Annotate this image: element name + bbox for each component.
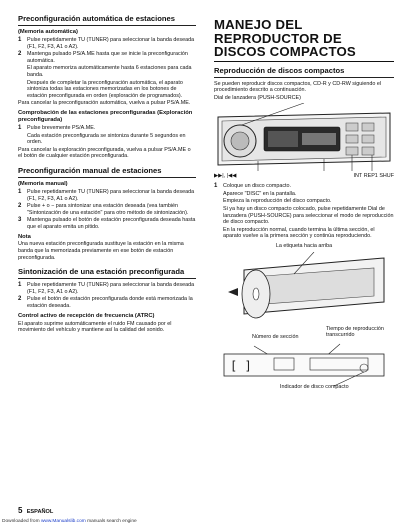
subtitle-manual-memory: (Memoria manual)	[18, 180, 68, 187]
cd-step-1-detail-1: Aparece "DISC" en la pantalla.	[223, 190, 297, 197]
label-side-caption: La etiqueta hacia arriba	[275, 243, 333, 250]
check-cancel-note: Para cancelar la exploración preconfigurada, vuelva a pulsar PS/A.ME o el botón de cualquier estación preconfigurada.	[18, 146, 191, 160]
left-column	[18, 14, 196, 335]
disc-insert-illustration	[214, 252, 394, 330]
manual-step-3: 3 Mantenga pulsado el botón de estación preconfigurada deseada hasta que el aparato emita un pitido.	[18, 217, 196, 230]
cancel-note: Para cancelar la preconfiguración automática, vuelva a pulsar PS/A.ME.	[18, 100, 191, 107]
manual-step-2: 2 Pulse + o − para sintonizar una estación deseada (vea también "Sintonización de una estación" para otro método de sintonización).	[18, 203, 189, 216]
cd-step-1-detail-4: En la reproducción normal, cuando termina la última sección, el aparato vuelve a la primera sección y continúa reproduciendo.	[223, 226, 375, 240]
section-title-manual-preset: Preconfiguración manual de estaciones	[18, 166, 196, 178]
shuf-label: SHUF	[379, 173, 394, 180]
download-watermark: Downloaded from www.Manualslib.com manuals search engine	[2, 519, 137, 524]
check-step-1-detail: Cada estación preconfigurada se sintoniza durante 5 segundos en orden.	[27, 132, 186, 146]
dial-label: Dial de lanzadera (PUSH-SOURCE)	[214, 94, 301, 101]
int-label: INT	[353, 173, 363, 180]
step-1: 1 Pulse repetidamente TU (TUNER) para seleccionar la banda deseada (F1, F2, F3, A1 o A2).	[18, 37, 195, 50]
page-title: MANEJO DEL REPRODUCTOR DE DISCOS COMPACTOS	[214, 18, 394, 62]
head-unit-drawing	[214, 103, 394, 171]
step-2: 2 Mantenga pulsado PS/A.ME hasta que se inicie la preconfiguración automática.	[18, 51, 188, 64]
language-label: ESPAÑOL	[26, 509, 54, 515]
skip-buttons-label: ▶▶|, |◀◀	[214, 173, 237, 180]
display-drawing	[214, 332, 394, 392]
cd-indicator-label: Indicador de disco compacto	[280, 383, 349, 390]
insert-arrow-icon	[228, 288, 238, 296]
svg-text:[ ]: [ ]	[230, 358, 252, 373]
cd-step-1-detail-2: Empieza la reproducción del disco compacto.	[223, 198, 332, 205]
page-number: 5	[18, 506, 23, 515]
note-text: Una nueva estación preconfigurada sustituye la estación en la misma banda que la memorizada previamente en ese botón de estación preconfigurada.	[18, 241, 184, 261]
atrc-text: El aparato suprime automáticamente el ruido FM causado por el movimiento del vehículo y mantiene así la calidad del sonido.	[18, 320, 172, 334]
section-title-tune-preset: Sintonización de una estación preconfigurada	[18, 267, 196, 279]
head-unit-illustration	[214, 103, 394, 171]
section-title-auto-preset: Preconfiguración automática de estaciones	[18, 14, 196, 26]
display-illustration	[214, 325, 394, 392]
cd-step-1-detail-3: Si ya hay un disco compacto colocado, pulse repetidamente Dial de lanzadera (PUSH-SOURCE) para seleccionar el modo de reproducción de disco compacto.	[223, 206, 394, 226]
elapsed-time-label: Tiempo de reproducción transcurrido	[326, 325, 384, 339]
subtitle-auto-memory: (Memoria automática)	[18, 29, 78, 35]
section-title-cd-playback: Reproducción de discos compactos	[214, 66, 394, 78]
check-preset-title: Comprobación de las estaciones preconfiguradas (Exploración preconfigurada)	[18, 109, 193, 123]
step-2-detail: El aparato memoriza automáticamente hasta 6 estaciones para cada banda.	[27, 65, 192, 78]
tune-step-2: 2 Pulse el botón de estación preconfigurada donde está memorizada la estación deseada.	[18, 296, 193, 310]
intro-text: Se pueden reproducir discos compactos, CD-R y CD-RW siguiendo el procedimiento descrito a continuación.	[214, 80, 382, 94]
manual-step-1: 1 Pulse repetidamente TU (TUNER) para seleccionar la banda deseada (F1, F2, F3, A1 o A2).	[18, 188, 195, 202]
right-column	[214, 14, 394, 392]
section-number-label: Número de sección	[252, 333, 299, 340]
note-title: Nota	[18, 234, 31, 241]
manualslib-link[interactable]: www.Manualslib.com	[40, 519, 86, 524]
tune-step-1: 1 Pulse repetidamente TU (TUNER) para seleccionar la banda deseada (F1, F2, F3, A1 o A2).	[18, 282, 195, 295]
check-step-1: 1 Pulse brevemente PS/A.ME.	[18, 124, 96, 131]
cd-step-1: 1 Coloque un disco compacto.	[214, 183, 292, 190]
disc-insert-drawing	[214, 252, 394, 330]
atrc-title: Control activo de recepción de frecuencia (ATRC)	[18, 312, 155, 319]
rep1-label: REP1	[363, 173, 378, 180]
step-2-detail-2: Después de completar la preconfiguración automática, el aparato sintoniza todas las estaciones memorizadas en los botones de estación preconfigurada en orden (exploración de programados).	[27, 79, 183, 99]
page-footer	[18, 506, 53, 515]
